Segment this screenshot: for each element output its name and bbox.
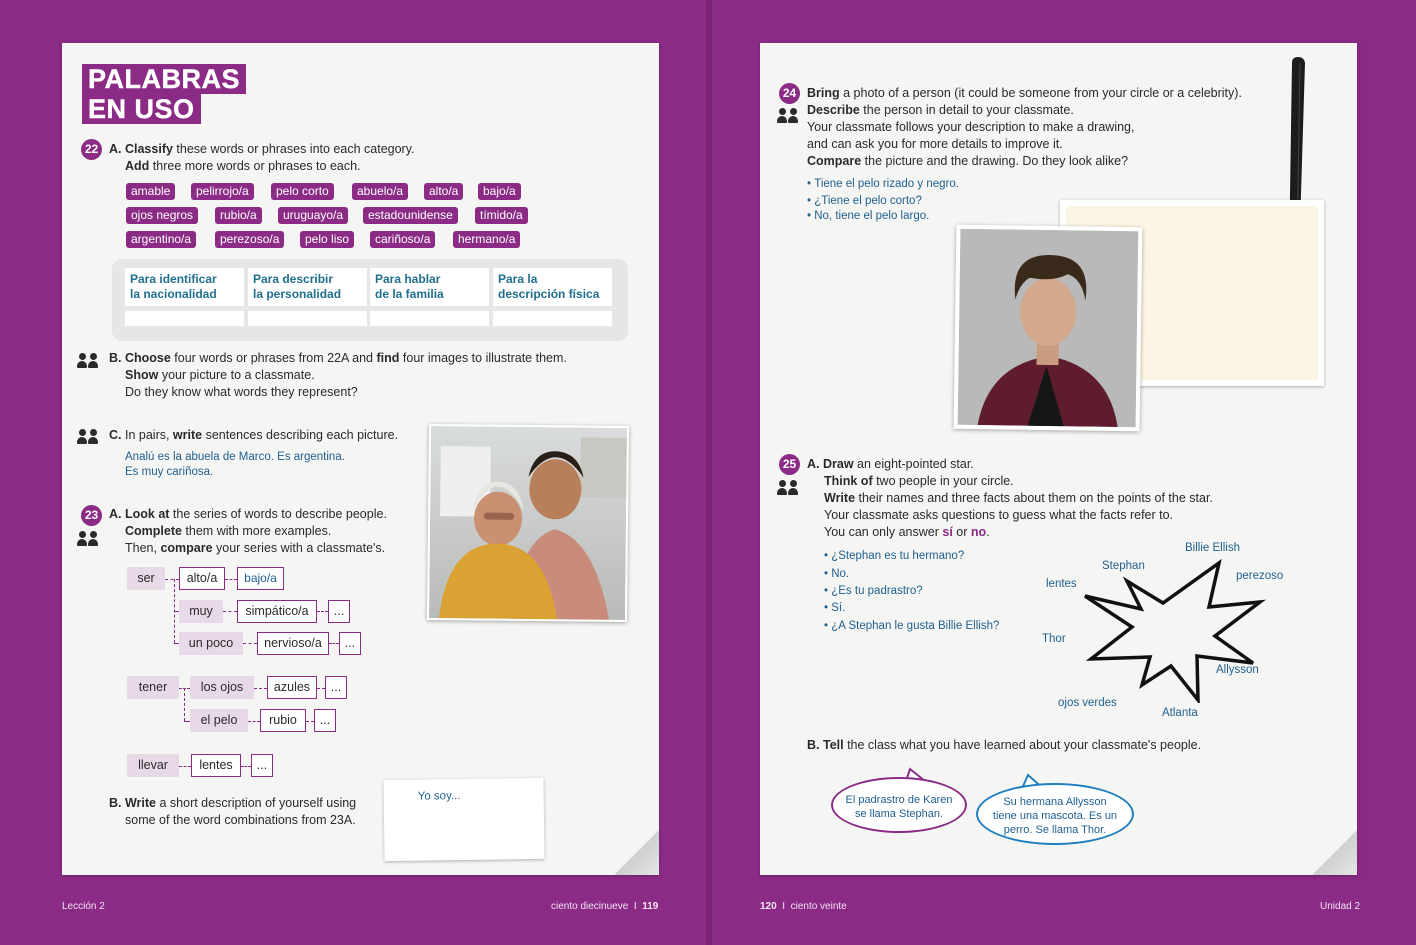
ex23b-line2: some of the word combinations from 23A. (125, 813, 356, 827)
chip: ojos negros (126, 207, 198, 224)
category-header: Para hablar de la familia (370, 268, 489, 306)
connector (306, 721, 314, 722)
ex25-bullet: • Sí. (824, 602, 846, 614)
series-key: un poco (179, 632, 243, 655)
series-word: alto/a (179, 567, 225, 590)
pair-work-icon (77, 531, 99, 547)
ex22c-example-2: Es muy cariñosa. (125, 466, 214, 478)
celebrity-photo (954, 225, 1143, 432)
category-answer-cell[interactable] (248, 311, 367, 326)
ex22c-example-1: Analú es la abuela de Marco. Es argentina. (125, 451, 345, 463)
ex22a-line2: Add three more words or phrases to each. (125, 159, 361, 173)
chip: pelo liso (300, 231, 354, 248)
chip: estadounidense (363, 207, 458, 224)
connector (248, 721, 260, 722)
series-word: bajo/a (237, 567, 284, 590)
category-answer-cell[interactable] (125, 311, 244, 326)
chip: uruguayo/a (278, 207, 348, 224)
ex24-bullet: • Tiene el pelo rizado y negro. (807, 178, 959, 190)
ex25-bullet: • ¿Es tu padrastro? (824, 585, 923, 597)
pair-work-icon (77, 429, 99, 445)
exercise-25-number: 25 (779, 454, 800, 475)
series-key: ser (127, 567, 165, 590)
page-gutter (706, 0, 712, 945)
footer-page-left: ciento diecinueve I 119 (551, 901, 659, 912)
series-ellipsis: ... (339, 632, 361, 655)
star-label: Billie Ellish (1185, 542, 1240, 554)
ex25a-line4: Your classmate asks questions to guess what the facts refer to. (824, 508, 1174, 522)
grandmother-photo (427, 424, 629, 622)
chip: bajo/a (478, 183, 521, 200)
ex25a-line3: Write their names and three facts about them on the points of the star. (824, 491, 1213, 505)
ex23a-line3: Then, compare your series with a classmate's. (125, 541, 386, 555)
chip: argentino/a (126, 231, 196, 248)
star-label: Atlanta (1162, 707, 1198, 719)
ex22b-line2: Show your picture to a classmate. (125, 368, 315, 382)
ex22b-line3: Do they know what words they represent? (125, 385, 358, 399)
left-page (62, 43, 659, 875)
ex25-bullet: • ¿Stephan es tu hermano? (824, 550, 965, 562)
ex25a-line2: Think of two people in your circle. (824, 474, 1014, 488)
ex24-line2: Describe the person in detail to your classmate. (807, 103, 1074, 117)
ex22b-line1: B. Choose four words or phrases from 22A and find four images to illustrate them. (109, 351, 567, 365)
exercise-24-number: 24 (779, 83, 800, 104)
series-word: azules (267, 676, 317, 699)
star-label: perezoso (1236, 570, 1284, 582)
ex24-line5: Compare the picture and the drawing. Do they look alike? (807, 154, 1129, 168)
note-text: Yo soy... (417, 790, 461, 803)
connector (223, 611, 237, 612)
ex25a-line1: A. Draw an eight-pointed star. (807, 457, 974, 471)
yo-soy-note[interactable] (383, 778, 544, 861)
ex24-bullet: • ¿Tiene el pelo corto? (807, 195, 922, 207)
connector (225, 579, 237, 580)
chip: rubio/a (215, 207, 262, 224)
chip: alto/a (424, 183, 463, 200)
exercise-22-number: 22 (81, 139, 102, 160)
ex24-line3: Your classmate follows your description to make a drawing, (807, 120, 1135, 134)
ex22c-line: C. In pairs, write sentences describing each picture. (109, 428, 399, 442)
series-word: lentes (191, 754, 241, 777)
connector (254, 688, 267, 689)
series-ellipsis: ... (325, 676, 347, 699)
ex23b-line1: B. Write a short description of yourself using (109, 796, 357, 810)
ex25-bullet: • No. (824, 568, 850, 580)
series-word: rubio (260, 709, 306, 732)
ex23a-line2: Complete them with more examples. (125, 524, 332, 538)
ex25b-line: B. Tell the class what you have learned about your classmate's people. (807, 738, 1202, 752)
connector (184, 688, 185, 721)
category-answer-cell[interactable] (493, 311, 612, 326)
category-header: Para la descripción física (493, 268, 612, 306)
connector (179, 766, 191, 767)
chip: hermano/a (453, 231, 520, 248)
series-key: muy (179, 600, 223, 623)
chip: abuelo/a (352, 183, 408, 200)
series-key: tener (127, 676, 179, 699)
star-label: Stephan (1102, 560, 1145, 572)
page-curl (615, 831, 659, 875)
pair-work-icon (777, 108, 799, 124)
footer-unit: Unidad 2 (1320, 901, 1361, 912)
ex25a-line5: You can only answer sí or no. (824, 525, 990, 539)
pair-work-icon (77, 353, 99, 369)
speech-bubble-2: Su hermana Allysson tiene una mascota. Es un perro. Se llama Thor. (976, 783, 1134, 845)
category-answer-cell[interactable] (370, 311, 489, 326)
series-word: simpático/a (237, 600, 317, 623)
connector (165, 579, 179, 580)
series-word: nervioso/a (257, 632, 329, 655)
section-title (82, 64, 246, 124)
chip: amable (126, 183, 175, 200)
ex22a-line1: A. Classify these words or phrases into each category. (109, 142, 415, 156)
pair-work-icon (777, 480, 799, 496)
page-curl (1313, 831, 1357, 875)
ex24-bullet: • No, tiene el pelo largo. (807, 210, 930, 222)
connector (329, 643, 339, 644)
series-key: el pelo (190, 709, 248, 732)
series-key: los ojos (190, 676, 254, 699)
series-ellipsis: ... (314, 709, 336, 732)
footer-page-right: 120 I ciento veinte (760, 901, 847, 912)
star-label: lentes (1046, 578, 1077, 590)
right-page (760, 43, 1357, 875)
footer-lesson: Lección 2 (62, 901, 105, 912)
speech-bubble-1: El padrastro de Karen se llama Stephan. (831, 777, 967, 833)
series-ellipsis: ... (251, 754, 273, 777)
ex25-bullet: • ¿A Stephan le gusta Billie Ellish? (824, 620, 1000, 632)
connector (243, 643, 257, 644)
category-header: Para describir la personalidad (248, 268, 367, 306)
series-key: llevar (127, 754, 179, 777)
category-table (112, 259, 628, 341)
chip: pelirrojo/a (191, 183, 254, 200)
connector (241, 766, 251, 767)
connector (317, 688, 325, 689)
title-line-2: EN USO (82, 94, 201, 124)
exercise-23-number: 23 (81, 505, 102, 526)
ex24-line4: and can ask you for more details to improve it. (807, 137, 1063, 151)
chip: pelo corto (271, 183, 334, 200)
chip: cariñoso/a (370, 231, 435, 248)
ex23a-line1: A. Look at the series of words to describe people. (109, 507, 387, 521)
series-ellipsis: ... (328, 600, 350, 623)
star-label: ojos verdes (1058, 697, 1117, 709)
star-label: Allysson (1216, 664, 1259, 676)
star-label: Thor (1042, 633, 1066, 645)
chip: perezoso/a (215, 231, 284, 248)
chip: tímido/a (475, 207, 528, 224)
title-line-1: PALABRAS (82, 64, 246, 94)
ex24-line1: Bring a photo of a person (it could be someone from your circle or a celebrity). (807, 86, 1242, 100)
connector (317, 611, 328, 612)
category-header: Para identificar la nacionalidad (125, 268, 244, 306)
